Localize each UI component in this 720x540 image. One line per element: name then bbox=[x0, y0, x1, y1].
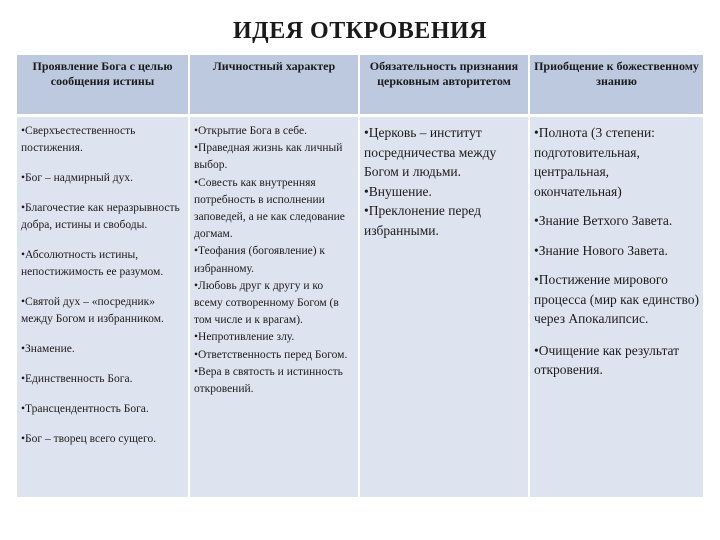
column-church-authority bbox=[359, 116, 529, 498]
list-item: •Праведная жизнь как личный выбор. bbox=[194, 142, 343, 172]
list-item: •Вера в святость и истинность откровений. bbox=[194, 365, 343, 396]
list-item: •Бог – творец всего сущего. bbox=[21, 433, 157, 445]
list-item: •Совесть как внутренняя потребность в исполнении заповедей, а не как следование догмам. bbox=[194, 176, 345, 241]
table-row bbox=[17, 116, 703, 498]
list-item: •Ответственность перед Богом. bbox=[194, 348, 348, 361]
list-item: •Очищение как результат откровения. bbox=[534, 342, 680, 377]
list-item: •Открытие Бога в себе. bbox=[194, 125, 307, 137]
list-item: •Знамение. bbox=[21, 343, 75, 355]
list-item: •Знание Ветхого Завета. bbox=[534, 213, 673, 228]
revelation-table bbox=[17, 55, 703, 497]
list-item: •Святой дух – «посредник» между Богом и избранником. bbox=[21, 296, 164, 325]
list-item: •Постижение мирового процесса (мир как единство) через Апокалипсис. bbox=[534, 272, 700, 326]
list-item: •Любовь друг к другу и ко всему сотворенному Богом (в том числе и к врагам). bbox=[194, 279, 339, 327]
header-cell: Обязательность признания церковным авторитетом bbox=[359, 55, 529, 116]
table-header-row bbox=[17, 55, 703, 116]
column-manifestation bbox=[17, 116, 189, 498]
list-item: •Сверхъестественность постижения. bbox=[21, 125, 136, 154]
list-item: •Бог – надмирный дух. bbox=[21, 172, 134, 184]
header-cell: Проявление Бога с целью сообщения истины bbox=[17, 55, 189, 116]
column-personal bbox=[189, 116, 359, 498]
list-item: •Внушение. bbox=[364, 183, 432, 199]
column-divine-knowledge bbox=[529, 116, 703, 498]
list-item: •Знание Нового Завета. bbox=[534, 242, 668, 258]
list-item: •Трансцендентность Бога. bbox=[21, 403, 149, 415]
list-item: •Церковь – институт посредничества между Богом и людьми. bbox=[364, 125, 497, 179]
list-item: •Преклонение перед избранными. bbox=[364, 203, 481, 238]
list-item: •Абсолютность истины, непостижимость ее разумом. bbox=[21, 249, 164, 278]
list-item: •Непротивление злу. bbox=[194, 331, 295, 344]
list-item: •Благочестие как неразрывность добра, истины и свободы. bbox=[21, 202, 180, 231]
header-cell: Приобщение к божественному знанию bbox=[529, 55, 703, 116]
list-item: •Теофания (богоявление) к избранному. bbox=[194, 245, 326, 275]
page-title: ИДЕЯ ОТКРОВЕНИЯ bbox=[233, 18, 487, 44]
header-cell: Личностный характер bbox=[189, 55, 359, 116]
list-item: •Полнота (3 степени: подготовительная, центральная, окончательная) bbox=[534, 125, 655, 199]
list-item: •Единственность Бога. bbox=[21, 373, 133, 385]
